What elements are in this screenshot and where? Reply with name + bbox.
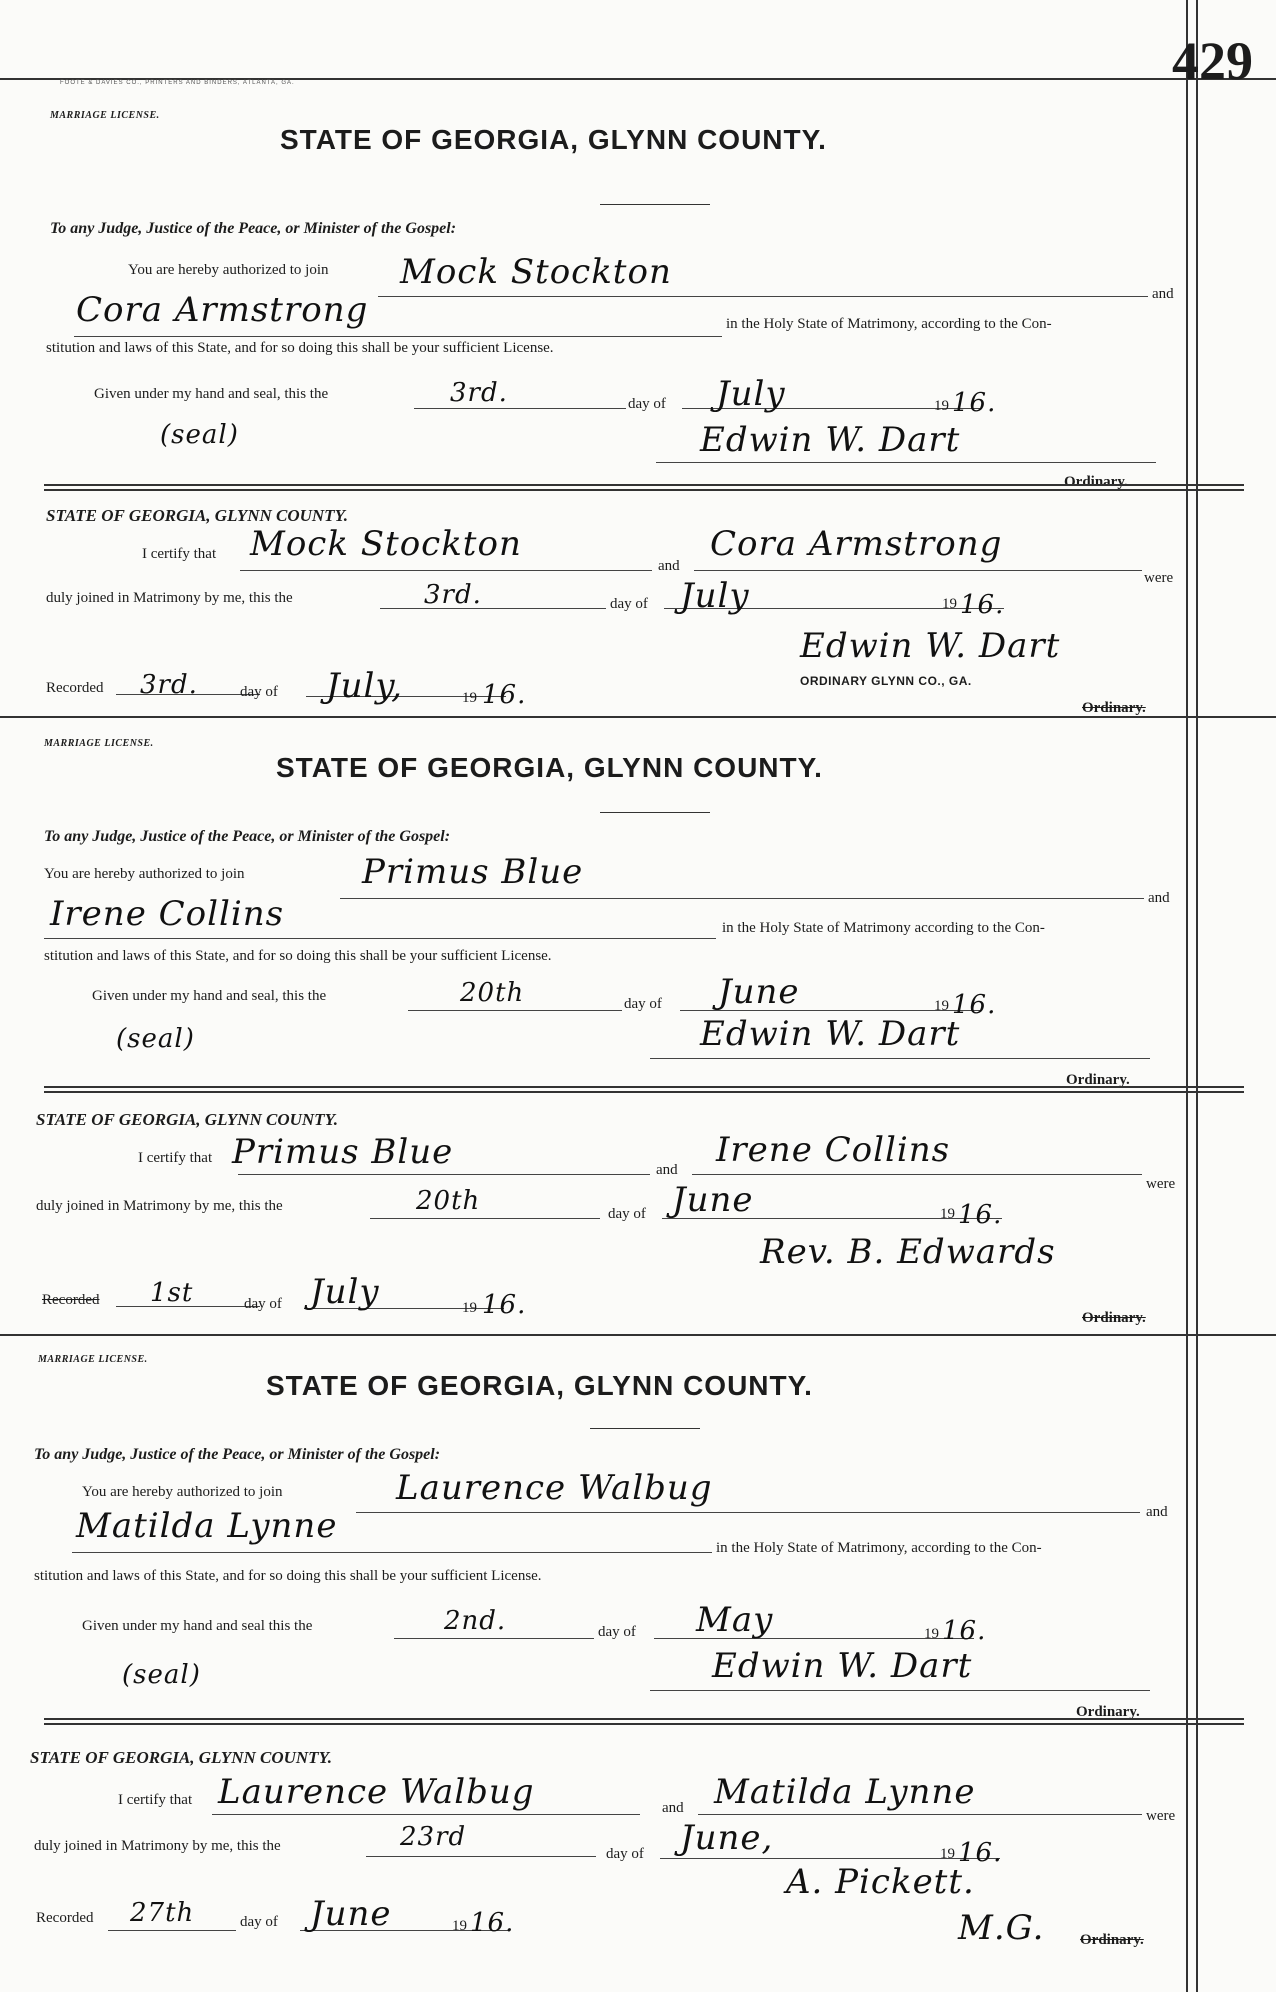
- recorded-month: July,: [326, 666, 403, 706]
- certificate-groom: Primus Blue: [232, 1132, 454, 1172]
- and-text: and: [1148, 890, 1170, 906]
- license-label: MARRIAGE LICENSE.: [50, 110, 160, 121]
- year-prefix: 19: [942, 596, 957, 612]
- and-text: and: [1146, 1504, 1168, 1520]
- section-divider: [44, 1718, 1244, 1725]
- authorized-text: You are hereby authorized to join: [82, 1484, 283, 1500]
- were-text: were: [1146, 1808, 1176, 1824]
- page-number: 429: [1172, 31, 1253, 91]
- certificate-day: 3rd.: [424, 580, 482, 610]
- license-month: May: [696, 1600, 774, 1640]
- year-prefix: 19: [934, 998, 949, 1014]
- certificate-bride: Irene Collins: [716, 1130, 951, 1170]
- certificate-bride: Matilda Lynne: [714, 1772, 976, 1812]
- license-day: 20th: [460, 978, 525, 1008]
- certificate-year: 16.: [960, 590, 1005, 620]
- license-year: 16.: [942, 1616, 987, 1646]
- fill-line: [414, 408, 626, 409]
- fill-line: [366, 1856, 596, 1857]
- license-title: STATE OF GEORGIA, GLYNN COUNTY.: [280, 124, 827, 155]
- seal-mark: (seal): [160, 420, 239, 450]
- recorded-day: 3rd.: [140, 670, 198, 700]
- address-line: To any Judge, Justice of the Peace, or Minister of the Gospel:: [44, 828, 451, 845]
- recorded-day: 1st: [150, 1278, 194, 1308]
- certificate-day: 23rd: [400, 1822, 467, 1852]
- address-line: To any Judge, Justice of the Peace, or Minister of the Gospel:: [50, 220, 457, 237]
- holy-state-text: in the Holy State of Matrimony, according to the Con-: [726, 316, 1052, 332]
- year-prefix: 19: [940, 1206, 955, 1222]
- holy-state-text: in the Holy State of Matrimony according to the Con-: [722, 920, 1045, 936]
- joined-text: duly joined in Matrimony by me, this the: [36, 1198, 283, 1214]
- ordinary-label: Ordinary.: [1064, 474, 1128, 490]
- license-title: STATE OF GEORGIA, GLYNN COUNTY.: [266, 1370, 813, 1401]
- certify-text: I certify that: [118, 1792, 193, 1808]
- recorded-year: 16.: [470, 1908, 515, 1938]
- fill-line: [44, 938, 716, 939]
- day-of-text: day of: [610, 596, 648, 612]
- certify-text: I certify that: [142, 546, 217, 562]
- printer-imprint: FOOTE & DAVIES CO., PRINTERS AND BINDERS, ATLANTA, GA.: [60, 80, 295, 86]
- groom-name: Laurence Walbug: [396, 1468, 713, 1508]
- and-text: and: [1152, 286, 1174, 302]
- year-prefix: 19: [934, 398, 949, 414]
- joined-text: duly joined in Matrimony by me, this the: [34, 1838, 281, 1854]
- fill-line: [72, 1552, 712, 1553]
- bride-name: Irene Collins: [50, 894, 285, 934]
- recorded-month: June: [310, 1894, 392, 1934]
- fill-line: [108, 1930, 236, 1931]
- recorded-month: July: [310, 1272, 380, 1312]
- constitution-text: stitution and laws of this State, and for so doing this shall be your sufficient License.: [46, 340, 554, 356]
- license-label: MARRIAGE LICENSE.: [44, 738, 154, 749]
- were-text: were: [1144, 570, 1174, 586]
- fill-line: [394, 1638, 594, 1639]
- day-of-text: day of: [606, 1846, 644, 1862]
- given-text: Given under my hand and seal, this the: [94, 386, 329, 402]
- recorded-text: Recorded: [36, 1910, 94, 1926]
- fill-line: [656, 462, 1156, 463]
- margin-rule: [1186, 0, 1188, 1992]
- groom-name: Primus Blue: [362, 852, 584, 892]
- ordinary-struck-label: Ordinary.: [1082, 1310, 1146, 1326]
- year-prefix: 19: [462, 1300, 477, 1316]
- certificate-month: June,: [680, 1818, 774, 1858]
- section-divider: [44, 1086, 1244, 1093]
- margin-rule: [1196, 0, 1198, 1992]
- recorded-text: Recorded: [46, 680, 104, 696]
- fill-line: [212, 1814, 640, 1815]
- officiant-title: M.G.: [958, 1908, 1045, 1948]
- fill-line: [370, 1218, 600, 1219]
- and-text: and: [656, 1162, 678, 1178]
- day-of-text: day of: [608, 1206, 646, 1222]
- authorized-text: You are hereby authorized to join: [128, 262, 329, 278]
- ordinary-signature: Edwin W. Dart: [712, 1646, 973, 1686]
- officiant-signature: Rev. B. Edwards: [760, 1232, 1056, 1272]
- day-of-text: day of: [624, 996, 662, 1012]
- fill-line: [240, 570, 652, 571]
- day-of-text: day of: [244, 1296, 282, 1312]
- certificate-groom: Mock Stockton: [250, 524, 522, 564]
- certificate-title: STATE OF GEORGIA, GLYNN COUNTY.: [46, 506, 348, 525]
- divider: [590, 1428, 700, 1429]
- bride-name: Cora Armstrong: [76, 290, 369, 330]
- day-of-text: day of: [240, 684, 278, 700]
- certificate-day: 20th: [416, 1186, 481, 1216]
- fill-line: [74, 336, 722, 337]
- year-prefix: 19: [462, 690, 477, 706]
- holy-state-text: in the Holy State of Matrimony, according to the Con-: [716, 1540, 1042, 1556]
- year-prefix: 19: [940, 1846, 955, 1862]
- day-of-text: day of: [598, 1624, 636, 1640]
- divider: [600, 204, 710, 205]
- fill-line: [650, 1690, 1150, 1691]
- fill-line: [378, 296, 1148, 297]
- day-of-text: day of: [240, 1914, 278, 1930]
- certificate-year: 16.: [958, 1200, 1003, 1230]
- were-text: were: [1146, 1176, 1176, 1192]
- certificate-year: 16.: [958, 1838, 1003, 1868]
- ordinary-label: Ordinary.: [1076, 1704, 1140, 1720]
- divider: [600, 812, 710, 813]
- constitution-text: stitution and laws of this State, and for so doing this shall be your sufficient License.: [34, 1568, 542, 1584]
- address-line: To any Judge, Justice of the Peace, or Minister of the Gospel:: [34, 1446, 441, 1463]
- record-divider: [0, 1334, 1276, 1336]
- ordinary-struck-label: Ordinary.: [1080, 1932, 1144, 1948]
- joined-text: duly joined in Matrimony by me, this the: [46, 590, 293, 606]
- seal-mark: (seal): [122, 1660, 201, 1690]
- recorded-year: 16.: [482, 1290, 527, 1320]
- certificate-month: July: [680, 576, 750, 616]
- ordinary-signature: Edwin W. Dart: [700, 420, 961, 460]
- recorded-day: 27th: [130, 1898, 195, 1928]
- and-text: and: [662, 1800, 684, 1816]
- license-year: 16.: [952, 990, 997, 1020]
- license-year: 16.: [952, 388, 997, 418]
- certificate-title: STATE OF GEORGIA, GLYNN COUNTY.: [30, 1748, 332, 1767]
- section-divider: [44, 484, 1244, 491]
- license-month: June: [718, 972, 800, 1012]
- year-prefix: 19: [452, 1918, 467, 1934]
- seal-mark: (seal): [116, 1024, 195, 1054]
- given-text: Given under my hand and seal, this the: [92, 988, 327, 1004]
- record-divider: [0, 716, 1276, 718]
- certify-text: I certify that: [138, 1150, 213, 1166]
- license-day: 3rd.: [450, 378, 508, 408]
- officiant-signature: A. Pickett.: [786, 1862, 975, 1902]
- ordinary-label: Ordinary.: [1066, 1072, 1130, 1088]
- fill-line: [238, 1174, 650, 1175]
- license-month: July: [716, 374, 786, 414]
- fill-line: [692, 1174, 1142, 1175]
- recorded-text: Recorded: [42, 1292, 100, 1308]
- fill-line: [408, 1010, 622, 1011]
- groom-name: Mock Stockton: [400, 252, 672, 292]
- fill-line: [698, 1814, 1142, 1815]
- fill-line: [650, 1058, 1150, 1059]
- fill-line: [356, 1512, 1140, 1513]
- certificate-month: June: [672, 1180, 754, 1220]
- ordinary-struck-label: Ordinary.: [1082, 700, 1146, 716]
- fill-line: [380, 608, 606, 609]
- ordinary-stamp: ORDINARY GLYNN CO., GA.: [800, 674, 972, 688]
- recorded-year: 16.: [482, 680, 527, 710]
- fill-line: [340, 898, 1144, 899]
- authorized-text: You are hereby authorized to join: [44, 866, 245, 882]
- given-text: Given under my hand and seal this the: [82, 1618, 313, 1634]
- license-day: 2nd.: [444, 1606, 507, 1636]
- certificate-title: STATE OF GEORGIA, GLYNN COUNTY.: [36, 1110, 338, 1129]
- day-of-text: day of: [628, 396, 666, 412]
- license-label: MARRIAGE LICENSE.: [38, 1354, 148, 1365]
- and-text: and: [658, 558, 680, 574]
- certificate-groom: Laurence Walbug: [218, 1772, 535, 1812]
- fill-line: [694, 570, 1142, 571]
- officiant-signature: Edwin W. Dart: [800, 626, 1061, 666]
- year-prefix: 19: [924, 1626, 939, 1642]
- license-title: STATE OF GEORGIA, GLYNN COUNTY.: [276, 752, 823, 783]
- bride-name: Matilda Lynne: [76, 1506, 338, 1546]
- certificate-bride: Cora Armstrong: [710, 524, 1003, 564]
- ordinary-signature: Edwin W. Dart: [700, 1014, 961, 1054]
- constitution-text: stitution and laws of this State, and for so doing this shall be your sufficient License.: [44, 948, 552, 964]
